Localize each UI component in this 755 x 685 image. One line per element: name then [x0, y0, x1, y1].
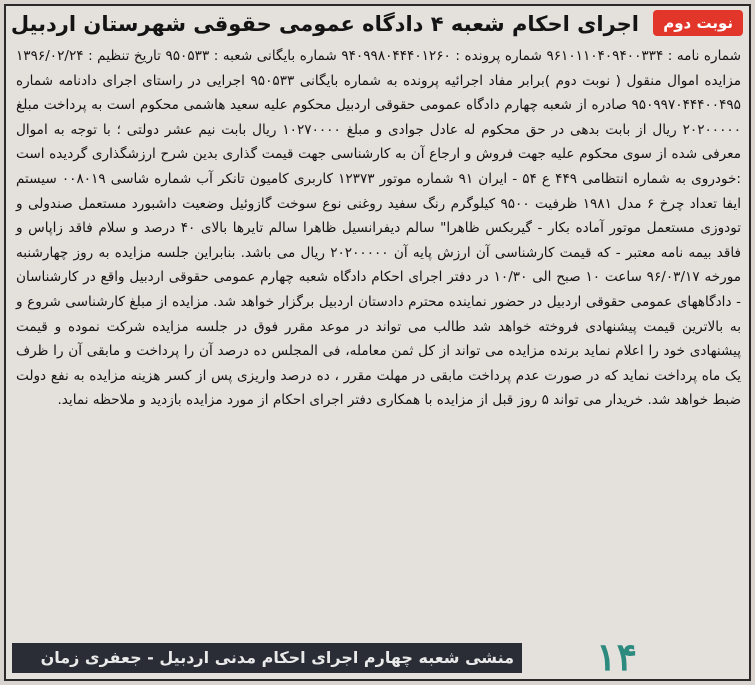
signature-bar: منشی شعبه چهارم اجرای احکام مدنی اردبیل - جعفری زمان	[12, 643, 522, 673]
notice-body-text: شماره نامه : ۹۶۱۰۱۱۰۴۰۹۴۰۰۳۳۴ شماره پرونده : ۹۴۰۹۹۸۰۴۴۴۰۱۲۶۰ شماره بایگانی شعبه : ۹۵۰۵۳۳ تاریخ تنظیم : ۱۳۹۶/۰۲/۲۴ مزایده اموال منقول ( نوبت دوم )برابر مفاد اجرائیه پرونده به شماره بایگانی ۹۵۰۵۳۳ اجرایی در راستای اجرای دادنامه شماره ۹۵۰۹۹۷۰۴۴۴۰۰۴۹۵ صادره از شعبه چهارم دادگاه عمومی حقوقی اردبیل محکوم علیه سعید هاشمی محکوم است به پرداخت مبلغ ۲۰۲۰۰۰۰۰ ریال از بابت بدهی در حق محکوم له عادل جوادی و مبلغ ۱۰۲۷۰۰۰۰ ریال بابت نیم عشر دولتی ؛ با توجه به اموال معرفی شده از سوی محکوم علیه جهت فروش و ارجاع آن به کارشناسی جهت قیمت گذاری بدین شرح ارزشگذاری گردیده است :خودروی به شماره انتظامی ۴۴۹ ع ۵۴ - ایران ۹۱ شماره موتور ۱۲۳۷۳ کاربری کامیون تانکر آب شماره شاسی ۰۰۸۰۱۹ سیستم ایفا تعداد چرخ ۶ مدل ۱۹۸۱ ظرفیت ۹۵۰۰ کیلوگرم رنگ سفید روغنی نوع سوخت گازوئیل وضعیت داشبورد مستعمل صندولی و تودوزی مستعمل موتور آماده بکار - گیربکس ظاهرا" سالم دیفرانسیل ظاهرا سالم تایرها بالای ۴۰ درصد و سلام فاقد زاپاس و فاقد بیمه نامه معتبر - که قیمت کارشناسی آن ارزش پایه آن ۲۰۲۰۰۰۰۰ ریال می باشد. بنابراین جلسه مزایده به روز چهارشنبه مورخه ۹۶/۰۳/۱۷ ساعت ۱۰ صبح الی ۱۰/۳۰ در دفتر اجرای احکام دادگاه شعبه چهارم عمومی حقوقی اردبیل واقع در کارشناسان - دادگاههای عمومی حقوقی اردبیل در حضور نماینده محترم دادستان اردبیل برگزار خواهد شد. مزایده از مبلغ کارشناسی شروع و به بالاترین قیمت پیشنهادی فروخته خواهد شد طالب می تواند در موعد مقرر فوق در جلسه مزایده شرکت نموده و قیمت پیشنهادی خود را اعلام نماید برنده مزایده می تواند از کل ثمن معامله، فی المجلس ده درصد آن را پرداخت و مابقی آن را ظرف یک ماه پرداخت نماید که در صورت عدم پرداخت مابقی در مهلت مقرر ، ده درصد واریزی پس از کسر هزینه مزایده به نفع دولت ضبط خواهد شد. خریدار می تواند ۵ روز قبل از مزایده با همکاری دفتر اجرای احکام از مورد مزایده بازدید و ملاحظه نماید.	[16, 48, 742, 409]
legal-notice	[4, 4, 751, 681]
notice-title: اجرای احکام شعبه ۴ دادگاه عمومی حقوقی شهرستان اردبیل	[10, 12, 639, 36]
handwritten-number: ۱۴	[596, 634, 637, 679]
notice-body	[16, 44, 741, 413]
round-badge: نوبت دوم	[653, 10, 743, 36]
